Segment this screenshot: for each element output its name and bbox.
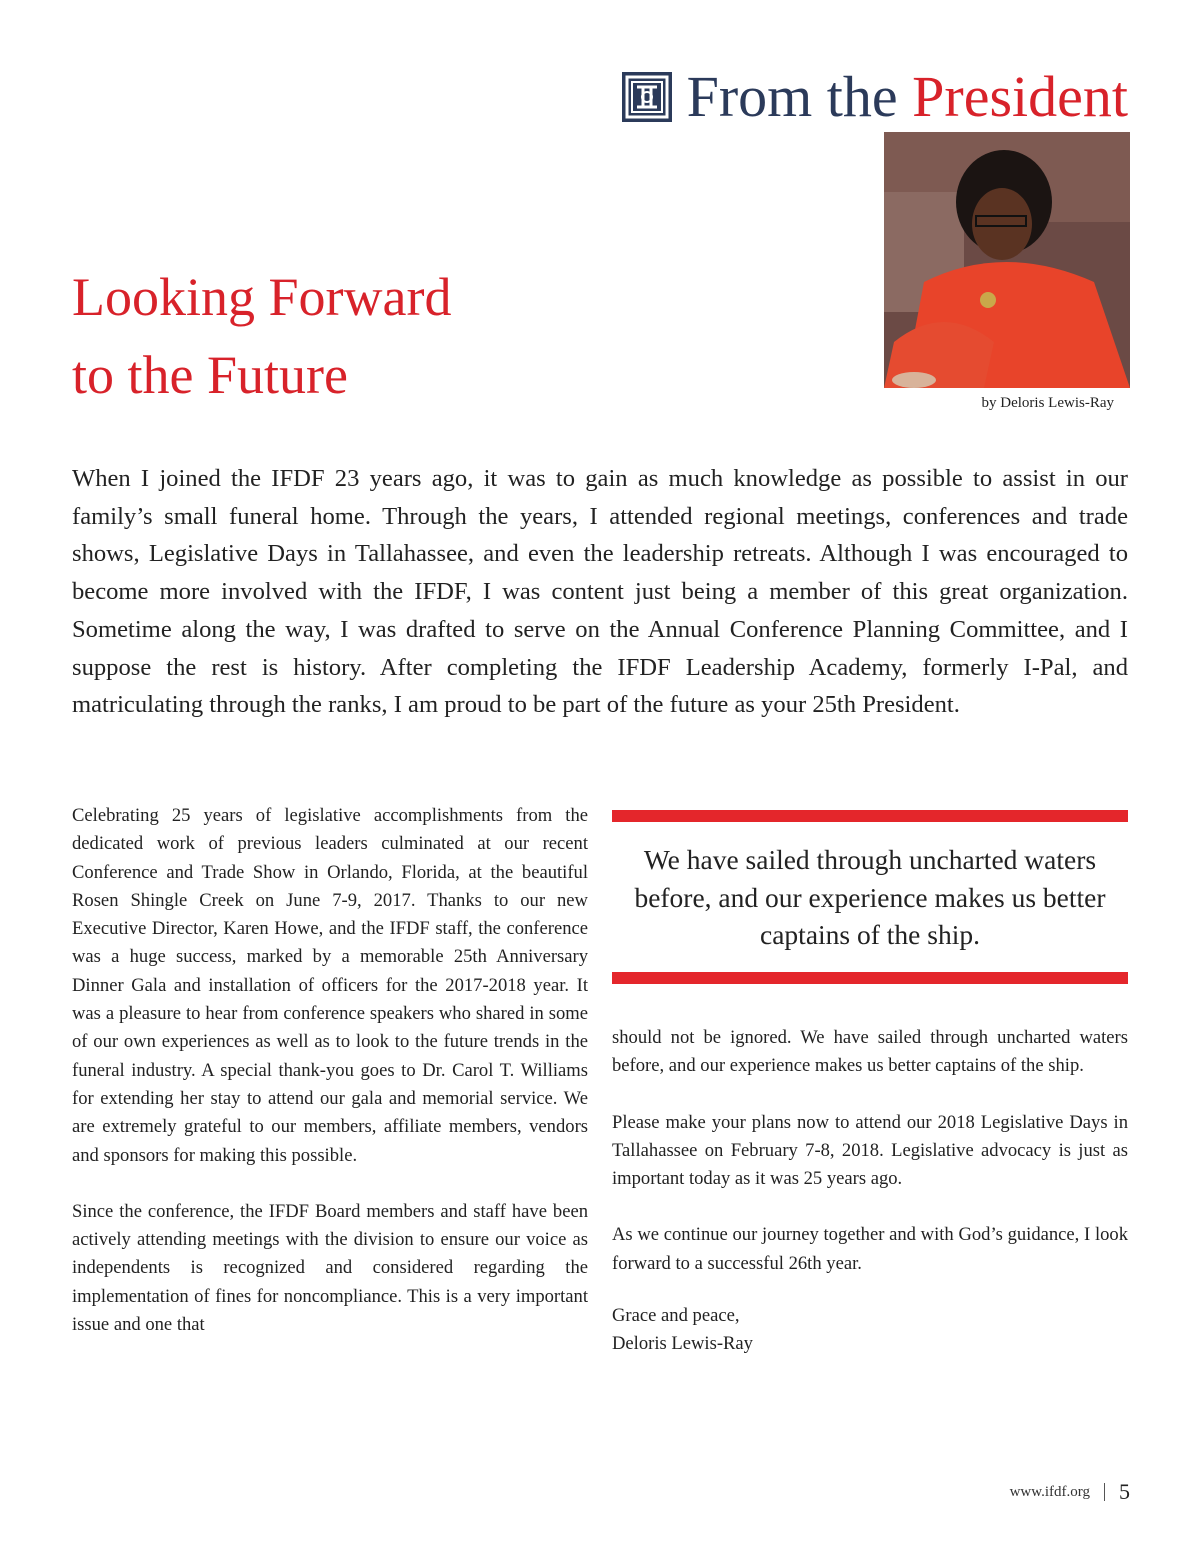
section-title-part1: From the (686, 64, 898, 129)
author-photo (884, 132, 1130, 388)
signature-name: Deloris Lewis-Ray (612, 1333, 753, 1355)
headline (72, 258, 451, 414)
lead-paragraph: When I joined the IFDF 23 years ago, it was to gain as much knowledge as possible to assist in our family’s small funeral home. Through the years, I attended regional meetings, conferences and trade shows, Legislative Days in Tallahassee, and even the leadership retreats. Although I was encouraged to become more involved with the IFDF, I was content just being a member of this great organization. Sometime along the way, I was drafted to serve on the Annual Conference Planning Committee, and I suppose the rest is history. After completing the IFDF Leadership Academy, formerly I-Pal, and matriculating through the ranks, I am proud to be part of the future as your 25th President. (72, 465, 1128, 719)
body-paragraph: should not be ignored. We have sailed through uncharted waters before, and our experience makes us better captains of the ship. (612, 1027, 1128, 1077)
body-paragraph: Celebrating 25 years of legislative accomplishments from the dedicated work of previous leaders culminated at our recent Conference and Trade Show in Orlando, Florida, at the beautiful Rosen Shingle Creek on June 7-9, 2017. Thanks to our new Executive Director, Karen Howe, and the IFDF staff, the conference was a huge success, marked by a memorable 25th Anniversary Dinner Gala and installation of officers for the 2017-2018 year. It was a pleasure to hear from conference speakers who shared in some of our own experiences as well as to look to the future trends in the funeral industry. A special thank-you goes to Dr. Carol T. Williams for extending her stay to attend our gala and memorial service. We are extremely grateful to our members, affiliate members, vendors and sponsors for making this possible. (72, 805, 588, 1166)
section-title-part2: President (912, 64, 1128, 129)
headline-line-2: to the Future (72, 345, 348, 405)
left-column (72, 802, 588, 1339)
headline-line-1: Looking Forward (72, 267, 452, 327)
pull-quote: We have sailed through uncharted waters before, and our experience makes us better captains of the ship. (634, 844, 1106, 950)
footer-divider (1104, 1483, 1105, 1501)
byline: by Deloris Lewis-Ray (981, 395, 1114, 411)
pull-quote-rule-top (612, 810, 1128, 822)
body-paragraph: As we continue our journey together and with God’s guidance, I look forward to a successful 26th year. (612, 1224, 1128, 1274)
celtic-knot-icon (621, 71, 673, 123)
page-number: 5 (1119, 1479, 1130, 1504)
section-title (686, 64, 1128, 129)
pull-quote-rule-bottom (612, 972, 1128, 984)
body-paragraph: Please make your plans now to attend our 2018 Legislative Days in Tallahassee on February 7-8, 2018. Legislative advocacy is just as important today as it was 25 years ago. (612, 1111, 1128, 1190)
right-column (612, 1024, 1128, 1359)
footer-url[interactable]: www.ifdf.org (1009, 1483, 1090, 1500)
body-paragraph: Since the conference, the IFDF Board members and staff have been actively attending meetings with the division to ensure our voice as independents is recognized and considered regarding the implementation of fines for noncompliance. This is a very important issue and one that (72, 1200, 588, 1336)
page-footer (1010, 1479, 1130, 1505)
closing-salutation: Grace and peace, (612, 1305, 740, 1327)
